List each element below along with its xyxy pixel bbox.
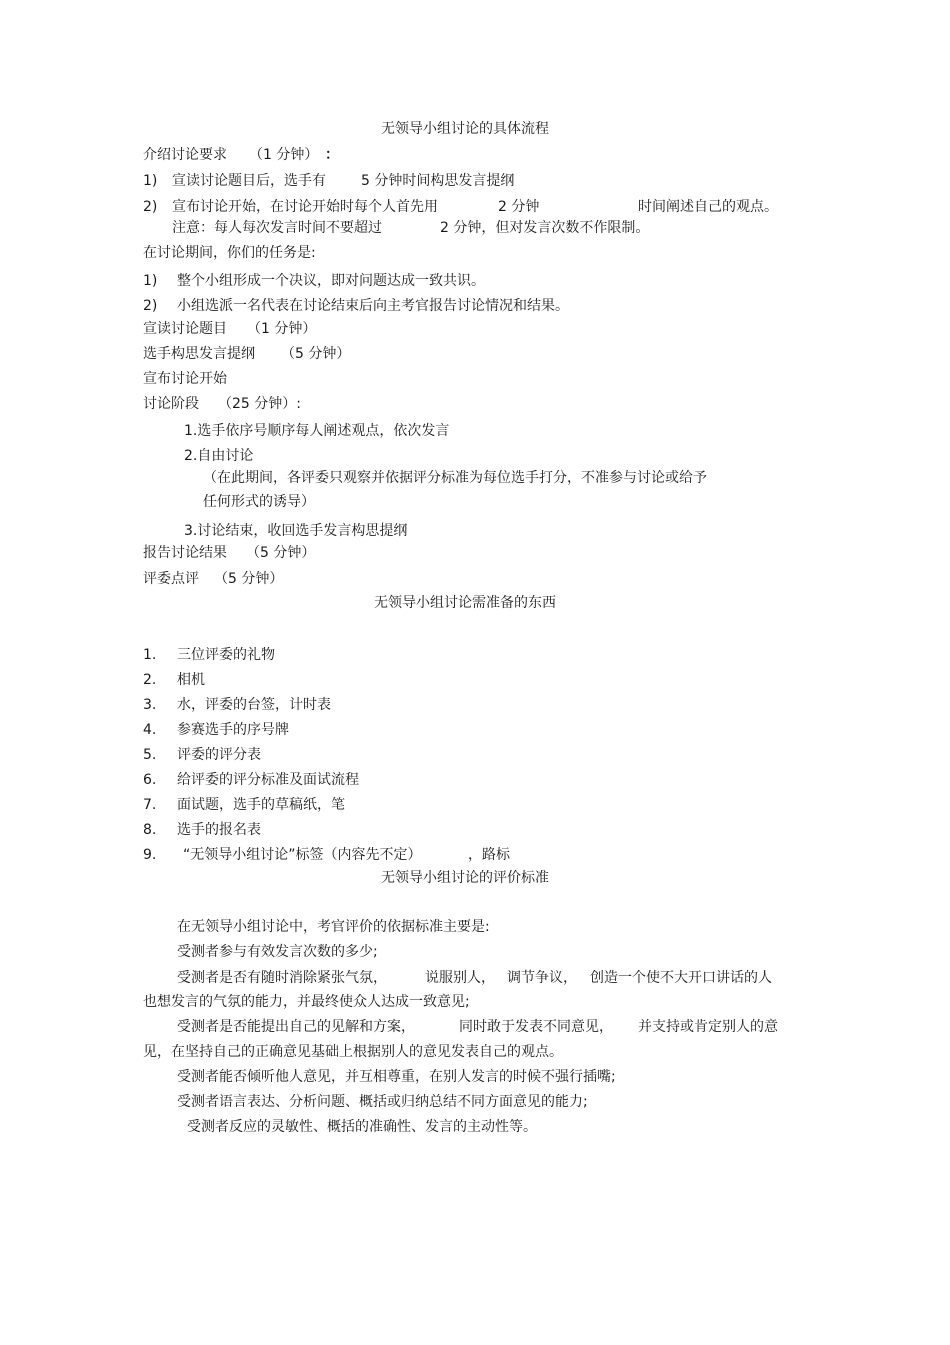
task2-text: 小组选派一名代表在讨论结束后向主考官报告讨论情况和结果。: [177, 298, 569, 314]
step1-text-b: 5 分钟时间构思发言提纲: [361, 173, 515, 189]
step2-text-c: 时间阐述自己的观点。: [638, 199, 778, 215]
note-text-b: 2 分钟，但对发言次数不作限制。: [440, 220, 650, 236]
criteria-item-2-d: 创造一个使不大开口讲话的人: [590, 970, 772, 986]
list-item: 面试题，选手的草稿纸，笔: [177, 797, 345, 813]
step1-text-a: 宣读讨论题目后，选手有: [172, 173, 326, 189]
list-item: 三位评委的礼物: [177, 647, 275, 663]
criteria-item-4: 受测者能否倾听他人意见，并互相尊重，在别人发言的时候不强行插嘴;: [177, 1069, 616, 1085]
stage-item-2-note-line1: （在此期间，各评委只观察并依据评分标准为每位选手打分，不准参与讨论或给予: [203, 470, 707, 486]
read-topic-duration: （1 分钟）: [247, 321, 317, 337]
report-duration: （5 分钟）: [246, 545, 316, 561]
step2-text-b: 2 分钟: [498, 199, 540, 215]
task1-number: 1): [143, 273, 158, 289]
intro-label: 介绍讨论要求: [143, 147, 227, 163]
list-item: “无领导小组讨论”标签（内容先不定）: [183, 847, 422, 863]
section3-title: 无领导小组讨论的评价标准: [381, 870, 549, 886]
list-item-number: 9.: [143, 847, 157, 863]
list-item-number: 2.: [143, 672, 157, 688]
criteria-intro: 在无领导小组讨论中，考官评价的依据标准主要是:: [177, 919, 490, 935]
step2-text-a: 宣布讨论开始，在讨论开始时每个人首先用: [172, 199, 438, 215]
criteria-item-2-b: 说服别人，: [425, 970, 495, 986]
start-discussion-text: 宣布讨论开始: [143, 371, 227, 387]
list-item-number: 4.: [143, 722, 157, 738]
task1-text: 整个小组形成一个决议，即对问题达成一致共识。: [177, 273, 485, 289]
intro-duration: （1 分钟）: [249, 147, 319, 163]
step1-number: 1): [143, 173, 158, 189]
note-text-a: 注意：每人每次发言时间不要超过: [172, 220, 382, 236]
step2-number: 2): [143, 199, 158, 215]
stage-item-1: 1.选手依序号顺序每人阐述观点，依次发言: [184, 423, 450, 439]
criteria-item-2-e: 也想发言的气氛的能力，并最终使众人达成一致意见;: [143, 994, 470, 1010]
list-item-number: 3.: [143, 697, 157, 713]
stage-duration: （25 分钟）:: [218, 396, 301, 412]
list-item-number: 6.: [143, 772, 157, 788]
criteria-item-6: 受测者反应的灵敏性、概括的准确性、发言的主动性等。: [187, 1119, 537, 1135]
criteria-item-2-a: 受测者是否有随时消除紧张气氛，: [177, 970, 387, 986]
list-item: 水，评委的台签，计时表: [177, 697, 331, 713]
task2-number: 2): [143, 298, 158, 314]
list-item: 给评委的评分标准及面试流程: [177, 772, 359, 788]
think-label: 选手构思发言提纲: [143, 346, 255, 362]
list-item: 参赛选手的序号牌: [177, 722, 289, 738]
read-topic-label: 宣读讨论题目: [143, 321, 227, 337]
stage-item-3: 3.讨论结束，收回选手发言构思提纲: [184, 523, 408, 539]
during-discussion-text: 在讨论期间，你们的任务是:: [143, 245, 316, 261]
list-item-number: 7.: [143, 797, 157, 813]
review-label: 评委点评: [143, 571, 199, 587]
think-duration: （5 分钟）: [281, 346, 351, 362]
criteria-item-3-d: 见，在坚持自己的正确意见基础上根据别人的意见发表自己的观点。: [143, 1044, 563, 1060]
review-duration: （5 分钟）: [214, 571, 284, 587]
stage-item-2: 2.自由讨论: [184, 448, 254, 464]
list-item-number: 1.: [143, 647, 157, 663]
criteria-item-5: 受测者语言表达、分析问题、概括或归纳总结不同方面意见的能力;: [177, 1094, 588, 1110]
criteria-item-3-b: 同时敢于发表不同意见，: [459, 1019, 613, 1035]
section1-title: 无领导小组讨论的具体流程: [381, 121, 549, 137]
list-item-extra: ，路标: [468, 847, 510, 863]
list-item: 选手的报名表: [177, 822, 261, 838]
criteria-item-3-c: 并支持或肯定别人的意: [638, 1019, 778, 1035]
section2-title: 无领导小组讨论需准备的东西: [374, 595, 556, 611]
stage-item-2-note-line2: 任何形式的诱导）: [203, 494, 315, 510]
criteria-item-1: 受测者参与有效发言次数的多少;: [177, 944, 378, 960]
list-item-number: 8.: [143, 822, 157, 838]
list-item: 相机: [177, 672, 205, 688]
intro-colon: ：: [325, 147, 339, 163]
list-item-number: 5.: [143, 747, 157, 763]
stage-label: 讨论阶段: [143, 396, 199, 412]
criteria-item-2-c: 调节争议，: [507, 970, 577, 986]
list-item: 评委的评分表: [177, 747, 261, 763]
criteria-item-3-a: 受测者是否能提出自己的见解和方案，: [177, 1019, 415, 1035]
report-label: 报告讨论结果: [143, 545, 227, 561]
